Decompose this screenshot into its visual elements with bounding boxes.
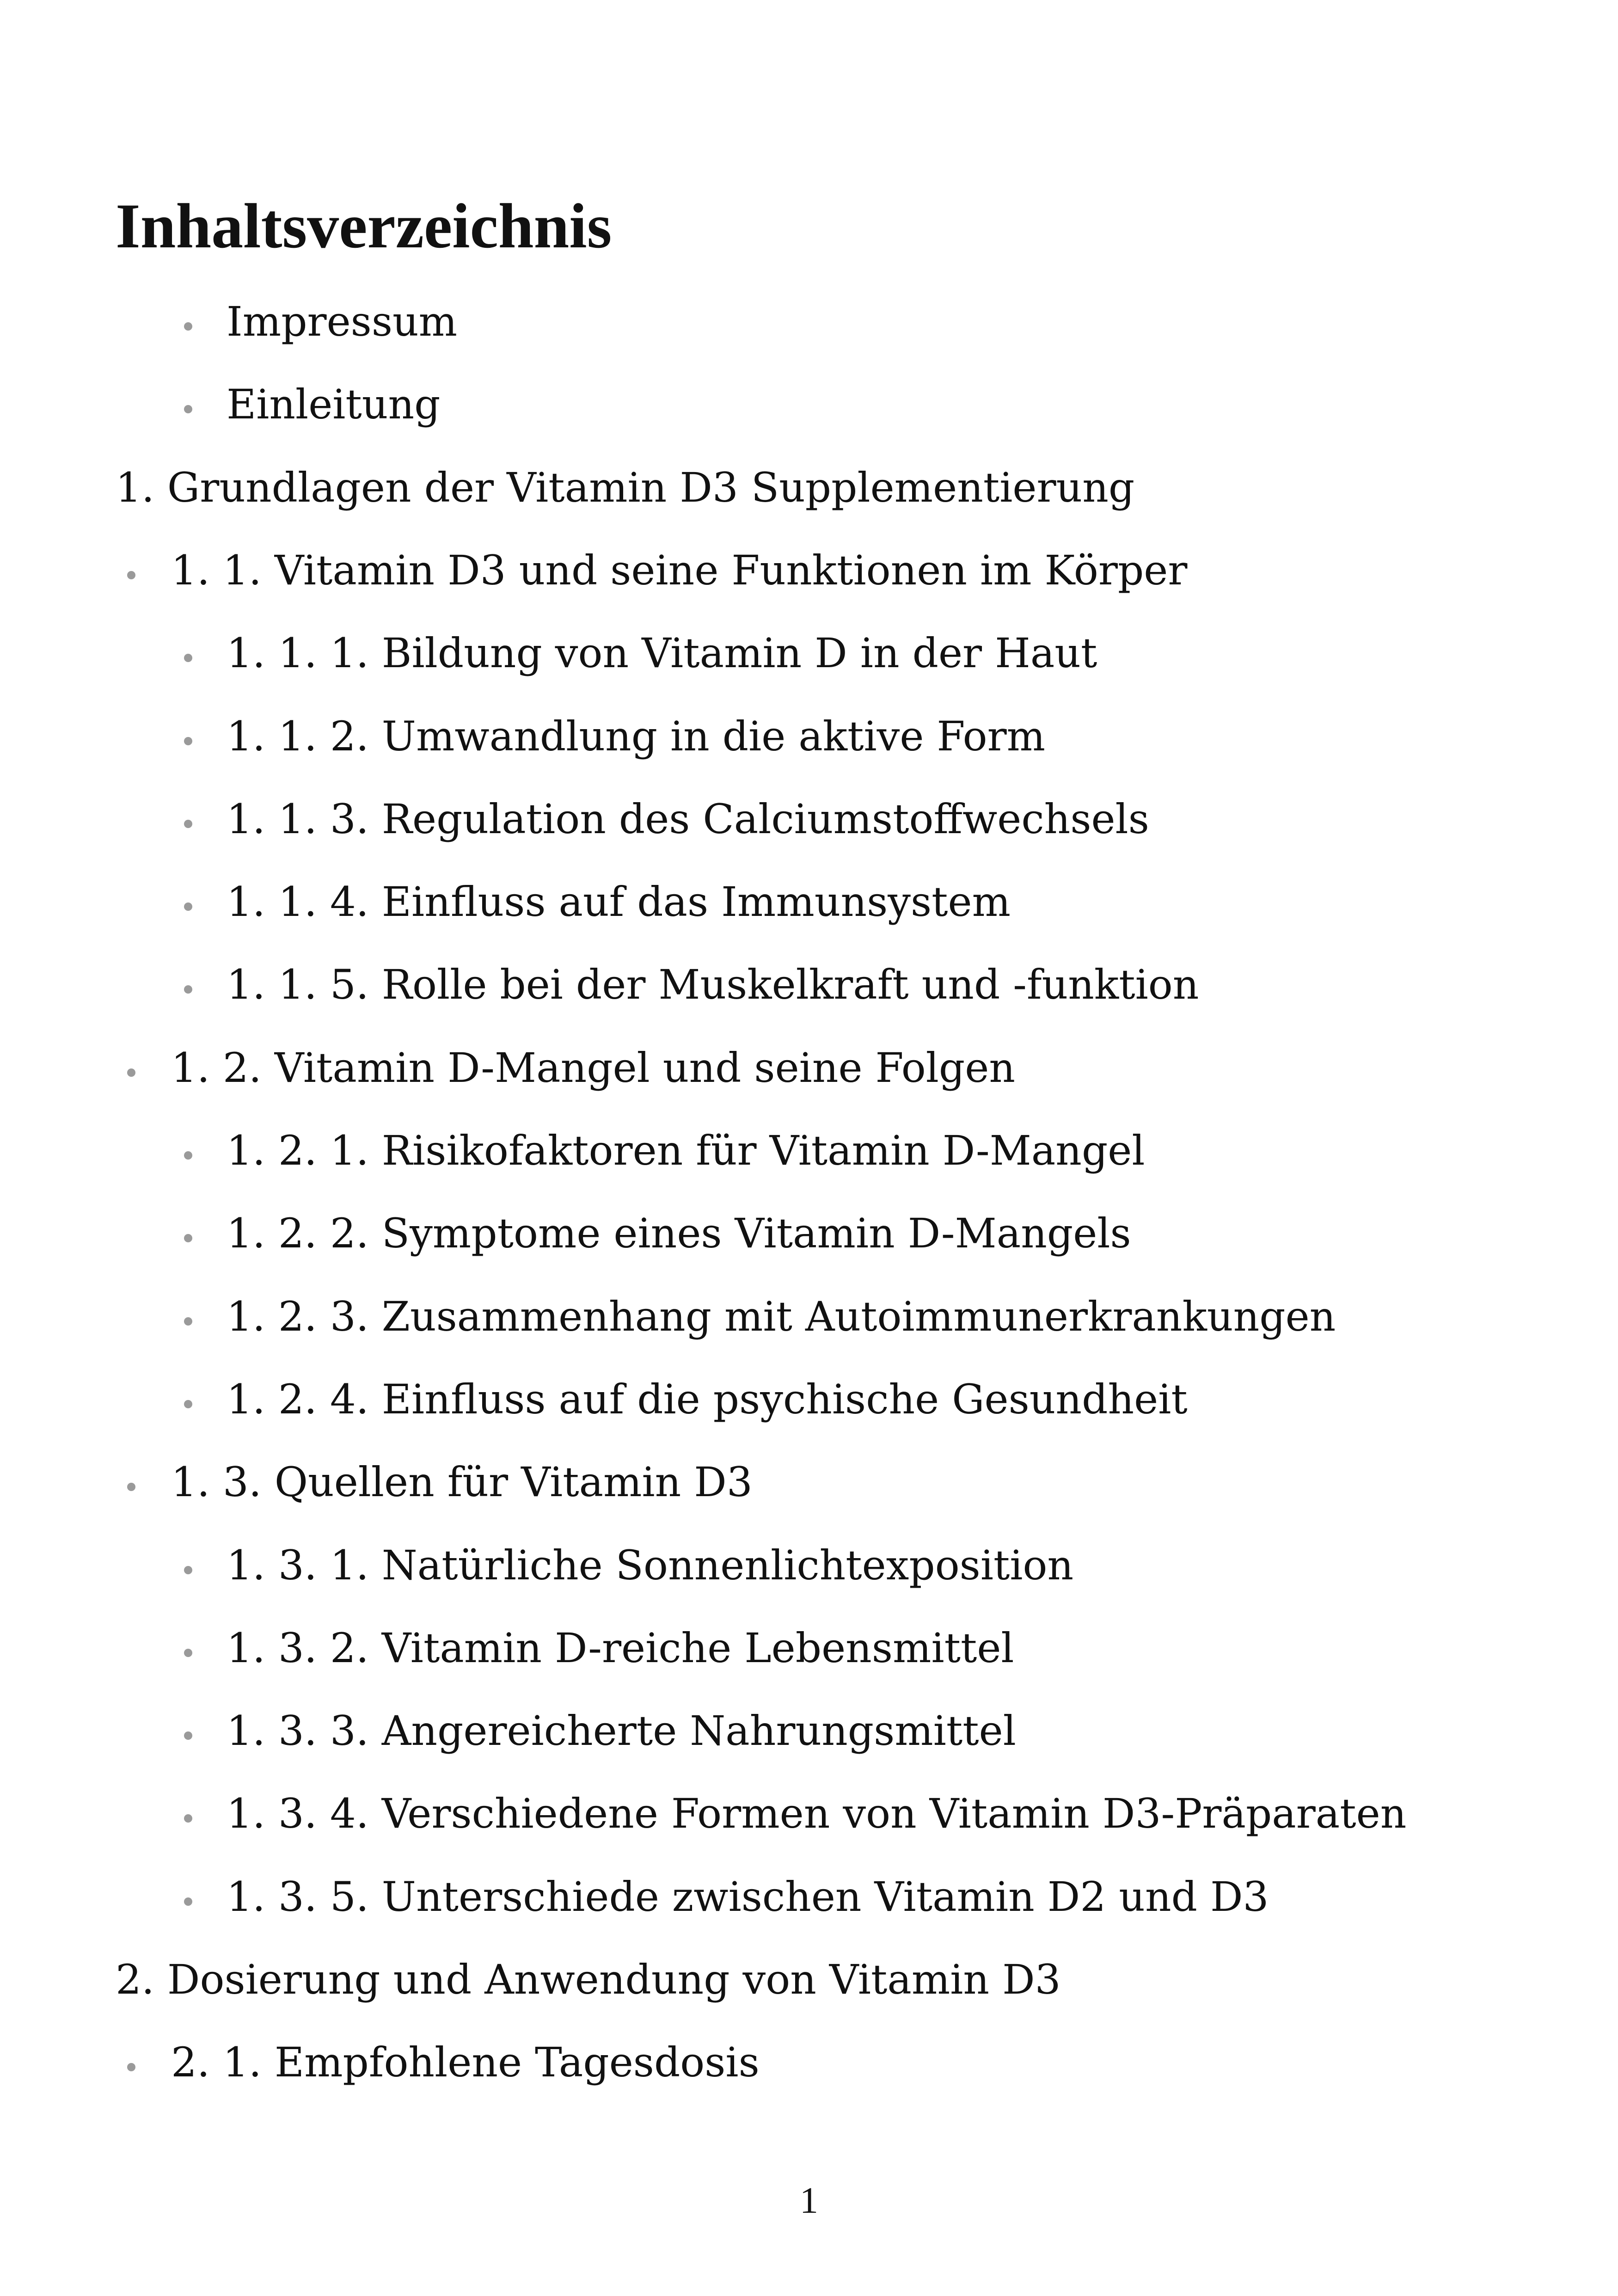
toc-entry-label: 1. 3. 1. Natürliche Sonnenlichtexposition [227,1541,1074,1589]
bullet-icon [184,1897,192,1906]
bullet-icon [127,2063,135,2071]
toc-entry-label: Einleitung [227,381,441,429]
page-number: 1 [800,2180,818,2221]
toc-entry-label: 1. 2. 3. Zusammenhang mit Autoimmunerkrankungen [227,1292,1336,1340]
toc-entry-label: 1. 3. 5. Unterschiede zwischen Vitamin D2 und D3 [227,1872,1269,1921]
toc-entry-label: 1. 3. 4. Verschiedene Formen von Vitamin D3-Präparaten [227,1790,1407,1838]
toc-entry-label: 1. 2. 4. Einfluss auf die psychische Gesundheit [227,1375,1188,1423]
bullet-icon [184,985,192,994]
toc-entry-label: 1. 2. 1. Risikofaktoren für Vitamin D-Mangel [227,1127,1145,1174]
toc-entry-label: 1. 1. 2. Umwandlung in die aktive Form [227,712,1046,760]
bullet-icon [184,902,192,911]
bullet-icon [184,1731,192,1740]
bullet-icon [184,1317,192,1326]
toc-entry-label: 1. 3. Quellen für Vitamin D3 [171,1458,753,1506]
toc-entry-label: 2. Dosierung und Anwendung von Vitamin D3 [116,1956,1061,2003]
toc-entry-label: 1. 1. 5. Rolle bei der Muskelkraft und -funktion [227,961,1199,1009]
toc-entry-label: 1. 2. Vitamin D-Mangel und seine Folgen [171,1044,1015,1092]
bullet-icon [184,820,192,828]
bullet-icon [127,1068,135,1077]
toc-entry-label: 1. 1. 1. Bildung von Vitamin D in der Haut [227,629,1097,677]
toc-entry-label: 1. 1. Vitamin D3 und seine Funktionen im Körper [171,546,1188,594]
toc-entry-label: 1. 1. 4. Einfluss auf das Immunsystem [227,878,1011,926]
bullet-icon [184,1234,192,1242]
toc-entry-label: 1. 1. 3. Regulation des Calciumstoffwechsels [227,795,1149,843]
bullet-icon [184,1400,192,1408]
toc-entry-label: 1. 3. 3. Angereicherte Nahrungsmittel [227,1707,1016,1755]
bullet-icon [184,1151,192,1160]
page-title: Inhaltsverzeichnis [116,190,612,261]
bullet-icon [184,405,192,413]
toc-entry-label: 1. 2. 2. Symptome eines Vitamin D-Mangels [227,1209,1131,1258]
bullet-icon [184,1566,192,1574]
bullet-icon [184,322,192,331]
toc-entry-label: 1. Grundlagen der Vitamin D3 Supplementierung [116,463,1135,511]
bullet-icon [127,571,135,579]
toc-entry-label: 1. 3. 2. Vitamin D-reiche Lebensmittel [227,1624,1014,1672]
bullet-icon [184,1649,192,1657]
toc-entry-label: Impressum [227,298,458,345]
toc-entry-label: 2. 1. Empfohlene Tagesdosis [171,2038,760,2087]
bullet-icon [127,1483,135,1491]
bullet-icon [184,654,192,662]
bullet-icon [184,1814,192,1823]
bullet-icon [184,737,192,745]
